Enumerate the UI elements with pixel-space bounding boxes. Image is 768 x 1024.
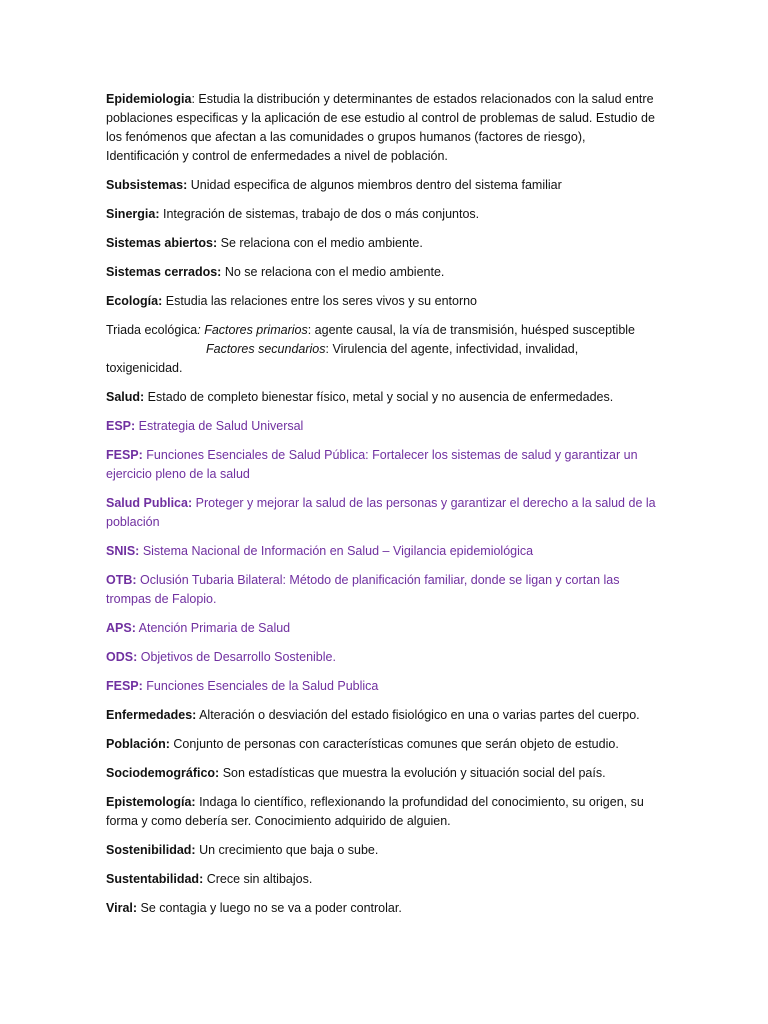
entry-triada-ecologica	[106, 321, 658, 378]
term: Salud:	[106, 390, 145, 404]
term: Subsistemas:	[106, 178, 188, 192]
definition: Estrategia de Salud Universal	[135, 419, 304, 433]
entry-sostenibilidad	[106, 841, 658, 860]
entry-fesp	[106, 446, 658, 484]
definition: Conjunto de personas con características comunes que serán objeto de estudio.	[169, 737, 619, 751]
definition: Atención Primaria de Salud	[135, 621, 291, 635]
term: Sostenibilidad:	[106, 843, 196, 857]
entry-snis	[106, 542, 658, 561]
term: FESP:	[106, 448, 143, 462]
definition: Alteración o desviación del estado fisiológico en una o varias partes del cuerpo.	[196, 708, 640, 722]
term: Epidemiologia	[106, 92, 192, 106]
term: OTB:	[106, 573, 137, 587]
entry-enfermedades	[106, 706, 658, 725]
factores-secundarios-text: : Virulencia del agente, infectividad, invalidad, toxigenicidad.	[106, 342, 579, 375]
factores-primarios-text: : agente causal, la vía de transmisión, huésped susceptible	[307, 323, 636, 337]
term: Salud Publica:	[106, 496, 193, 510]
definition: Estado de completo bienestar físico, metal y social y no ausencia de enfermedades.	[144, 390, 614, 404]
definition: Sistema Nacional de Información en Salud – Vigilancia epidemiológica	[139, 544, 534, 558]
factores-primarios-label: : Factores primarios	[197, 323, 308, 337]
entry-sistemas-abiertos	[106, 234, 658, 253]
term: ESP:	[106, 419, 136, 433]
term: Epistemología:	[106, 795, 196, 809]
entry-sistemas-cerrados	[106, 263, 658, 282]
entry-fesp-2	[106, 677, 658, 696]
entry-sociodemografico	[106, 764, 658, 783]
term: Ecología:	[106, 294, 163, 308]
entry-salud-publica	[106, 494, 658, 532]
entry-esp	[106, 417, 658, 436]
definition: Un crecimiento que baja o sube.	[195, 843, 379, 857]
entry-sinergia	[106, 205, 658, 224]
definition: Indaga lo científico, reflexionando la profundidad del conocimiento, su origen, su forma y como debería ser. Conocimiento adquirido de alguien.	[106, 795, 644, 828]
definition: Crece sin altibajos.	[203, 872, 313, 886]
entry-epistemologia	[106, 793, 658, 831]
definition: Funciones Esenciales de la Salud Publica	[142, 679, 379, 693]
term: Enfermedades:	[106, 708, 197, 722]
term: Sustentabilidad:	[106, 872, 204, 886]
definition: Se contagia y luego no se va a poder controlar.	[137, 901, 402, 915]
entry-poblacion	[106, 735, 658, 754]
term: APS:	[106, 621, 136, 635]
definition: Se relaciona con el medio ambiente.	[217, 236, 423, 250]
term: Sistemas abiertos:	[106, 236, 218, 250]
entry-ods	[106, 648, 658, 667]
entry-sustentabilidad	[106, 870, 658, 889]
definition: Objetivos de Desarrollo Sostenible.	[137, 650, 336, 664]
definition: Integración de sistemas, trabajo de dos o más conjuntos.	[159, 207, 480, 221]
term: SNIS:	[106, 544, 140, 558]
term: Viral:	[106, 901, 138, 915]
entry-viral	[106, 899, 658, 918]
entry-aps	[106, 619, 658, 638]
definition: : Estudia la distribución y determinantes de estados relacionados con la salud entre poblaciones especificas y la aplicación de ese estudio al control de problemas de salud. Estudio de los fenómenos que afectan a las comunidades o grupos humanos (factores de riesgo), Identificación y control de enfermedades a nivel de población.	[106, 92, 655, 163]
term: Sistemas cerrados:	[106, 265, 222, 279]
triada-label: Triada ecológica	[106, 323, 198, 337]
definition: No se relaciona con el medio ambiente.	[221, 265, 445, 279]
term: Población:	[106, 737, 170, 751]
entry-otb	[106, 571, 658, 609]
definition: Oclusión Tubaria Bilateral: Método de planificación familiar, donde se ligan y cortan las trompas de Falopio.	[106, 573, 620, 606]
entry-ecologia	[106, 292, 658, 311]
term: FESP:	[106, 679, 143, 693]
glossary-content	[106, 90, 658, 928]
definition: Proteger y mejorar la salud de las personas y garantizar el derecho a la salud de la población	[106, 496, 656, 529]
entry-salud	[106, 388, 658, 407]
definition: Estudia las relaciones entre los seres vivos y su entorno	[162, 294, 478, 308]
factores-secundarios-label: Factores secundarios	[206, 342, 326, 356]
term: Sociodemográfico:	[106, 766, 220, 780]
term: Sinergia:	[106, 207, 160, 221]
entry-subsistemas	[106, 176, 658, 195]
term: ODS:	[106, 650, 138, 664]
definition: Unidad especifica de algunos miembros dentro del sistema familiar	[187, 178, 562, 192]
entry-epidemiologia	[106, 90, 658, 166]
definition: Funciones Esenciales de Salud Pública: Fortalecer los sistemas de salud y garantizar un ejercicio pleno de la salud	[106, 448, 638, 481]
definition: Son estadísticas que muestra la evolución y situación social del país.	[219, 766, 606, 780]
